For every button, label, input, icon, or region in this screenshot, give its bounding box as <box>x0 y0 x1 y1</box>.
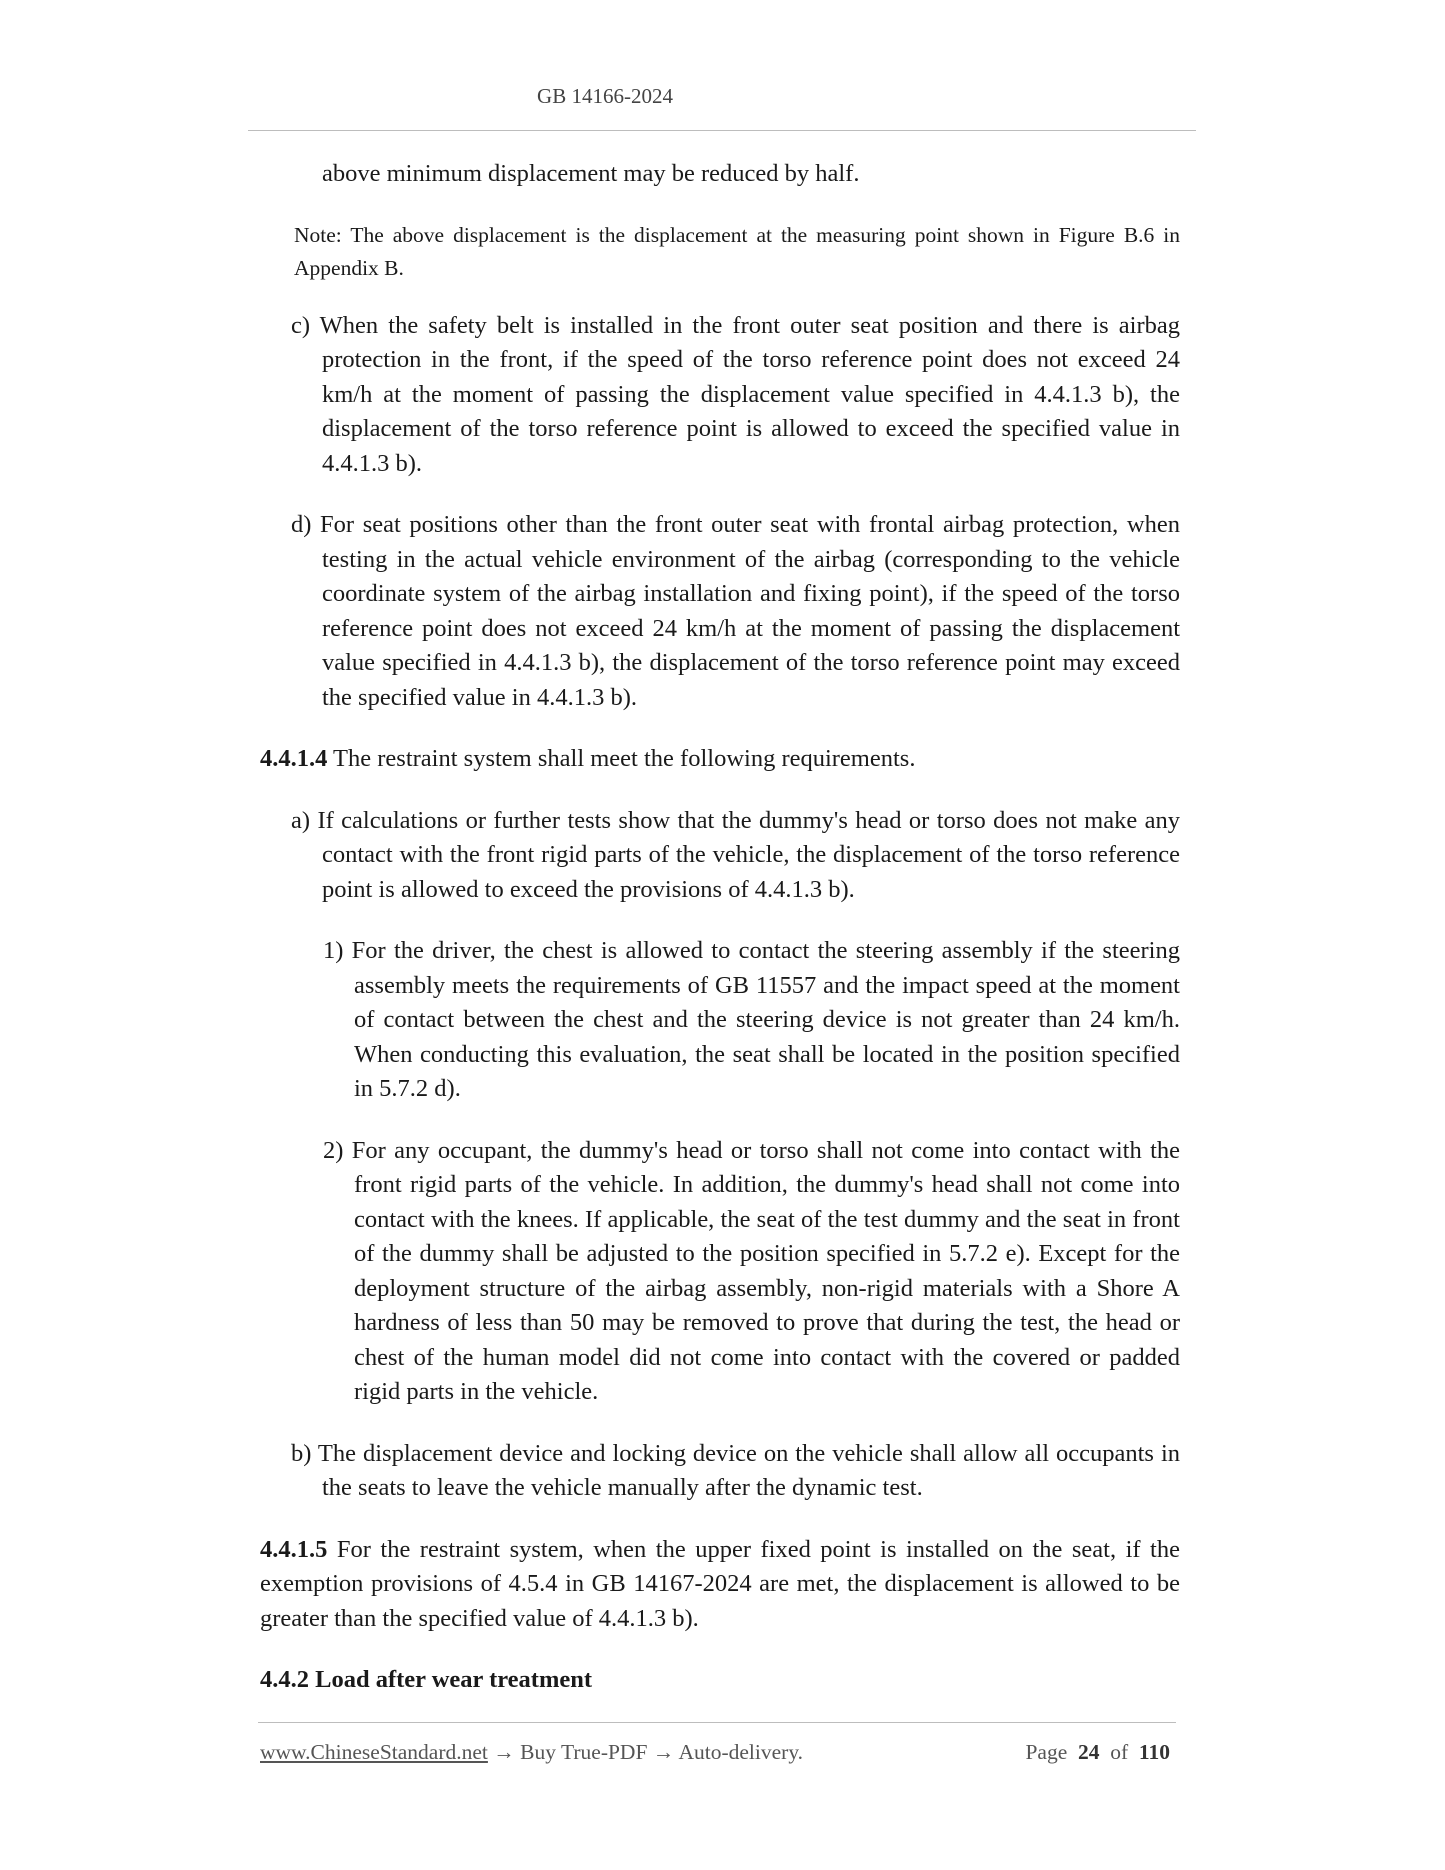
footer-promo-text: → Buy True-PDF → Auto-delivery. <box>487 1740 804 1764</box>
note-paragraph: Note: The above displacement is the displacement at the measuring point shown in Figure B.6 in Appendix B. <box>294 222 1180 280</box>
list-item-b: b) The displacement device and locking device on the vehicle shall allow all occupants in the seats to leave the vehicle manually after the dynamic test. <box>291 1439 1180 1501</box>
continued-paragraph: above minimum displacement may be reduced by half. <box>322 160 860 187</box>
total-pages: 110 <box>1138 1740 1170 1764</box>
clause-4-4-1-4 <box>260 742 1180 777</box>
current-page: 24 <box>1078 1740 1100 1764</box>
header-divider <box>248 130 1196 131</box>
list-item-a: a) If calculations or further tests show that the dummy's head or torso does not make any contact with the front rigid parts of the vehicle, the displacement of the torso reference point is allowed to exceed the provisions of 4.4.1.3 b). <box>291 806 1180 903</box>
document-header: GB 14166-2024 <box>537 84 673 108</box>
footer-divider <box>258 1722 1176 1723</box>
clause-number: 4.4.1.4 <box>260 745 328 772</box>
page-body <box>260 157 1180 1725</box>
sub-item-1: 1) For the driver, the chest is allowed to contact the steering assembly if the steering assembly meets the requirements of GB 11557 and the impact speed at the moment of contact between the chest and the steering device is not greater than 24 km/h. When conducting this evaluation, the seat shall be located in the position specified in 5.7.2 d). <box>323 937 1180 1102</box>
website-link[interactable]: www.ChineseStandard.net <box>260 1740 488 1764</box>
clause-number: 4.4.1.5 <box>260 1535 328 1563</box>
clause-text: For the restraint system, when the upper fixed point is installed on the seat, if the exemption provisions of 4.5.4 in GB 14167-2024 are met, the displacement is allowed to be greater than the specified value of 4.4.1.3 b). <box>260 1535 1180 1632</box>
list-item-c: c) When the safety belt is installed in the front outer seat position and there is airbag protection in the front, if the speed of the torso reference point does not exceed 24 km/h at the moment of passing the displacement value specified in 4.4.1.3 b), the displacement of the torso reference point is allowed to exceed the specified value in 4.4.1.3 b). <box>291 311 1180 477</box>
list-item-d: d) For seat positions other than the front outer seat with frontal airbag protection, when testing in the actual vehicle environment of the airbag (corresponding to the vehicle coordinate system of the airbag installation and fixing point), if the speed of the torso reference point does not exceed 24 km/h at the moment of passing the displacement value specified in 4.4.1.3 b), the displacement of the torso reference point may exceed the specified value in 4.4.1.3 b). <box>291 511 1180 711</box>
footer-promo <box>260 1740 803 1765</box>
sub-item-2: 2) For any occupant, the dummy's head or torso shall not come into contact with the front rigid parts of the vehicle. In addition, the dummy's head shall not come into contact with the knees. If applicable, the seat of the test dummy and the seat in front of the dummy shall be adjusted to the position specified in 5.7.2 e). Except for the deployment structure of the airbag assembly, non-rigid materials with a Shore A hardness of less than 50 may be removed to prove that during the test, the head or chest of the human model did not come into contact with the covered or padded rigid parts in the vehicle. <box>323 1136 1180 1405</box>
page-counter: Page 24 of 110 <box>1025 1740 1170 1764</box>
clause-text: The restraint system shall meet the following requirements. <box>327 745 916 772</box>
clause-4-4-1-5 <box>260 1533 1180 1637</box>
section-heading-4-4-2: 4.4.2 Load after wear treatment <box>260 1666 593 1693</box>
